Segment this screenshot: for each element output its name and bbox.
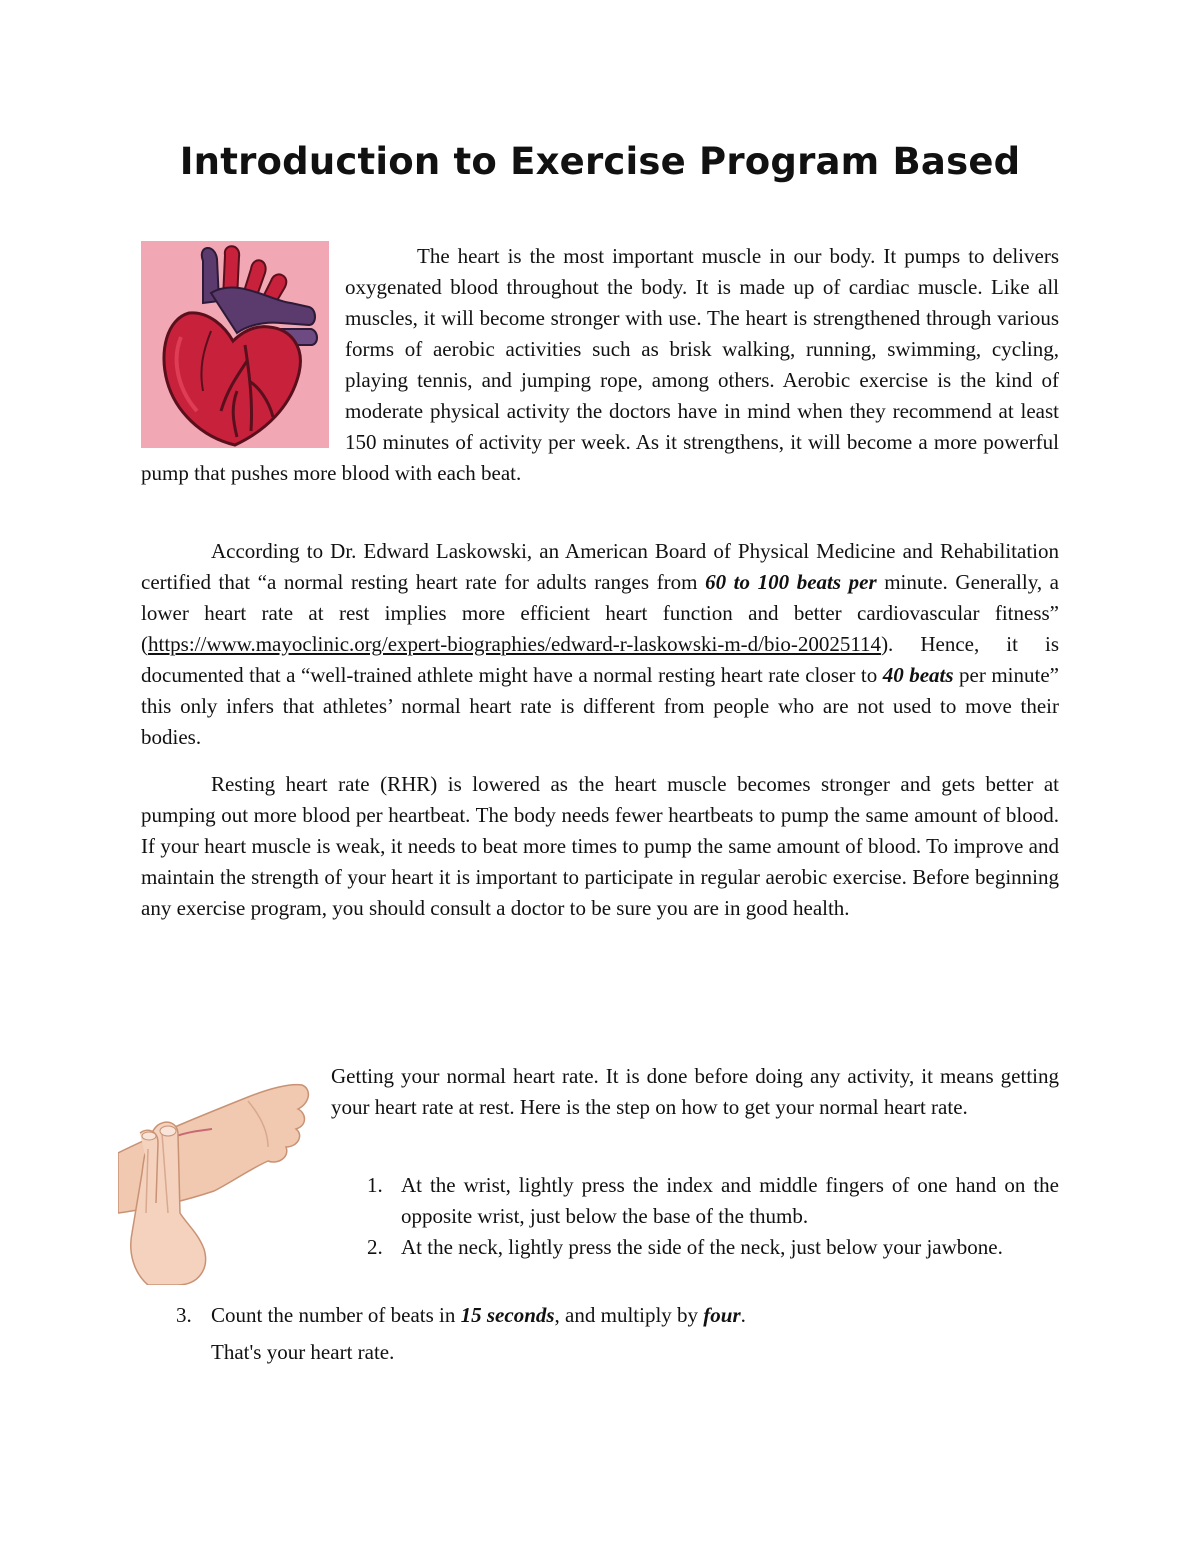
laskowski-paragraph — [141, 536, 1059, 753]
step-text: . — [740, 1303, 746, 1327]
mayoclinic-link[interactable]: https://www.mayoclinic.org/expert-biographies/edward-r-laskowski-m-d/bio-20025114 — [148, 632, 882, 656]
para2-text-1: According to Dr. Edward Laskowski, an American Board of Physical Medicine and Rehabilitation certified that “a normal resting heart rate for adults ranges from — [141, 539, 1059, 594]
intro-paragraph — [141, 241, 1059, 489]
step-number: 1. — [367, 1173, 383, 1197]
step-bold: 15 seconds — [460, 1303, 555, 1327]
intro-text: The heart is the most important muscle in our body. It pumps to delivers oxygenated blood throughout the body. It is made up of cardiac muscle. Like all muscles, it will become stronger with use. The heart is strengthened through various forms of aerobic activities such as brisk walking, running, swimming, cycling, playing tennis, and jumping rope, among others. Aerobic exercise is the kind of moderate physical activity the doctors have in mind when they recommend at least 150 minutes of activity per week. As it strengthens, it will become a more powerful pump that pushes more blood with each beat. — [141, 244, 1059, 485]
step-number: 3. — [176, 1303, 192, 1327]
para2-text-4: per minute” this only infers that athletes’ normal heart rate is different from people who are not used to move their bodies. — [141, 663, 1059, 749]
wrist-pulse-illustration — [118, 1073, 313, 1285]
rhr-paragraph — [141, 769, 1059, 924]
normal-heart-rate-text: Getting your normal heart rate. It is done before doing any activity, it means getting your heart rate at rest. Here is the step on how to get your normal heart rate. — [331, 1064, 1059, 1119]
step-text: At the neck, lightly press the side of the neck, just below your jawbone. — [401, 1235, 1003, 1259]
step-item — [211, 1300, 1059, 1331]
normal-heart-rate-intro — [331, 1061, 1059, 1123]
para2-text-2: minute. Generally, a lower heart rate at rest implies more efficient heart function and better cardiovascular fitness” ( — [141, 570, 1060, 656]
step-bold: four — [703, 1303, 741, 1327]
step-item — [401, 1170, 1059, 1232]
step-text: At the wrist, lightly press the index and middle fingers of one hand on the opposite wrist, just below the base of the thumb. — [401, 1173, 1059, 1228]
step-text: , and multiply by — [554, 1303, 704, 1327]
step-item — [401, 1232, 1059, 1263]
para2-bold-1: 60 to 100 beats per — [705, 570, 877, 594]
para2-bold-2: 40 beats — [882, 663, 954, 687]
step-text: Count the number of beats in — [211, 1303, 461, 1327]
image-wrap-space — [141, 241, 345, 458]
rhr-text: Resting heart rate (RHR) is lowered as the heart muscle becomes stronger and gets better at pumping out more blood per heartbeat. The body needs fewer heartbeats to pump the same amount of blood. If your heart muscle is weak, it needs to beat more times to pump the same amount of blood. To improve and maintain the strength of your heart it is important to participate in regular aerobic exercise. Before beginning any exercise program, you should consult a doctor to be sure you are in good health. — [141, 772, 1059, 920]
step-number: 2. — [367, 1235, 383, 1259]
closing-line: That's your heart rate. — [211, 1340, 395, 1364]
para2-text-3: ). Hence, it is documented that a “well-trained athlete might have a normal resting heart rate closer to — [141, 632, 1059, 687]
page-title: Introduction to Exercise Program Based — [179, 140, 1021, 183]
